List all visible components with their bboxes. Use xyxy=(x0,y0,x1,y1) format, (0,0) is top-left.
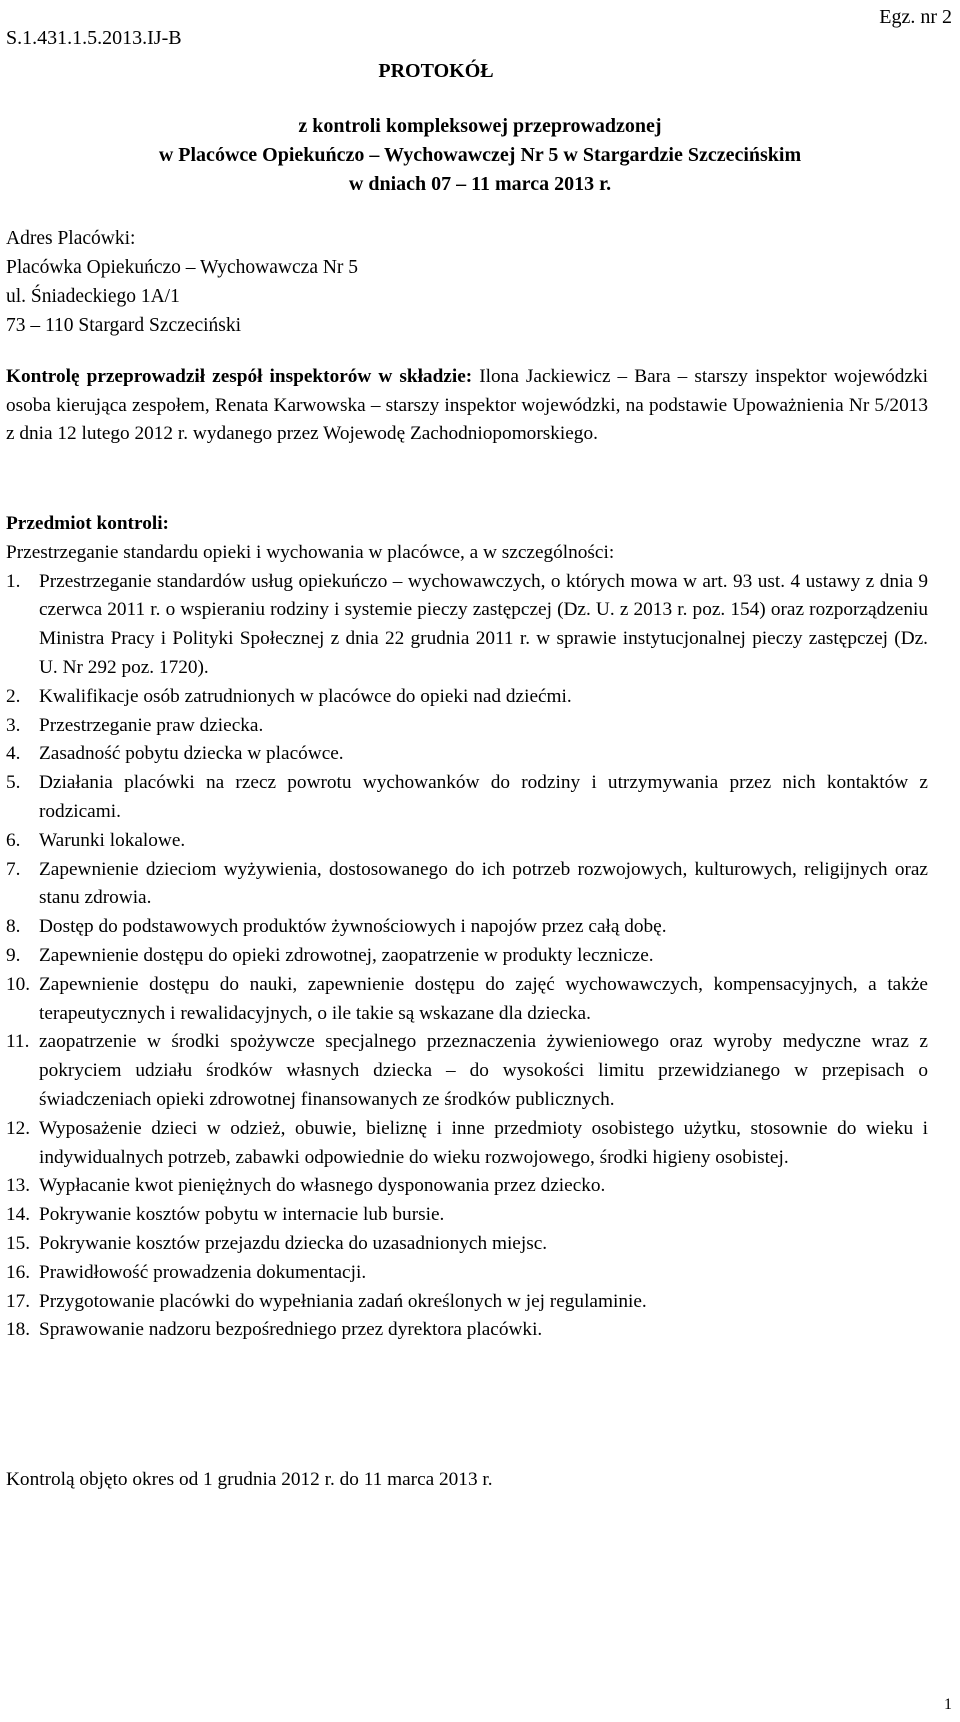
list-item-text: Zapewnienie dostępu do nauki, zapewnienie dostępu do zajęć wychowawczych, kompensacyjnych, a także terapeutycznych i rewalidacyjnych, o ile takie są wskazane dla dziecka. xyxy=(39,973,928,1024)
list-item xyxy=(6,712,928,741)
inspection-period: Kontrolą objęto okres od 1 grudnia 2012 r. do 11 marca 2013 r. xyxy=(6,1469,493,1490)
address-label: Adres Placówki: xyxy=(6,228,136,249)
list-item xyxy=(6,683,928,712)
list-item-number: 14. xyxy=(6,1204,31,1226)
list-item-text: Zapewnienie dostępu do opieki zdrowotnej, zaopatrzenie w produkty lecznicze. xyxy=(39,944,654,966)
list-item xyxy=(6,913,928,942)
list-item-number: 1. xyxy=(6,570,21,592)
subject-intro: Przestrzeganie standardu opieki i wychowania w placówce, a w szczególności: xyxy=(6,541,615,563)
list-item-number: 18. xyxy=(6,1319,31,1341)
list-item-number: 3. xyxy=(6,714,21,736)
list-item-number: 7. xyxy=(6,858,21,880)
page-number: 1 xyxy=(944,1696,952,1713)
subject-list xyxy=(6,568,928,1346)
list-item xyxy=(6,568,928,683)
address-line: 73 – 110 Stargard Szczeciński xyxy=(6,315,242,336)
list-item-number: 5. xyxy=(6,772,21,794)
list-item xyxy=(6,1288,928,1317)
list-item xyxy=(6,1201,928,1230)
address-section xyxy=(6,224,928,340)
list-item xyxy=(6,740,928,769)
team-label: Kontrolę przeprowadził zespół inspektorów w składzie: xyxy=(6,366,473,387)
list-item xyxy=(6,971,928,1029)
list-item-number: 13. xyxy=(6,1175,31,1197)
document-reference-number: S.1.431.1.5.2013.IJ-B xyxy=(6,27,182,49)
list-item-text: Warunki lokalowe. xyxy=(39,829,186,851)
list-item-text: Prawidłowość prowadzenia dokumentacji. xyxy=(39,1261,367,1283)
list-item-text: Kwalifikacje osób zatrudnionych w placówce do opieki nad dziećmi. xyxy=(39,685,572,707)
list-item-number: 17. xyxy=(6,1290,31,1312)
list-item-text: Sprawowanie nadzoru bezpośredniego przez dyrektora placówki. xyxy=(39,1319,543,1341)
list-item-text: Przestrzeganie praw dziecka. xyxy=(39,714,264,736)
inspection-subject-section xyxy=(6,510,928,1345)
list-item xyxy=(6,769,928,827)
list-item-number: 6. xyxy=(6,829,21,851)
list-item xyxy=(6,942,928,971)
list-item xyxy=(6,1172,928,1201)
inspection-team-section xyxy=(6,363,928,449)
list-item-text: Działania placówki na rzecz powrotu wychowanków do rodziny i utrzymywania przez nich kontaktów z rodzicami. xyxy=(39,772,928,822)
list-item-number: 4. xyxy=(6,743,21,765)
list-item xyxy=(6,856,928,914)
address-line: Placówka Opiekuńczo – Wychowawcza Nr 5 xyxy=(6,257,359,278)
list-item xyxy=(6,1316,928,1345)
team-text: Ilona Jackiewicz – Bara – starszy inspektor wojewódzki osoba kierująca zespołem, Renata Karwowska – starszy inspektor wojewódzki, na podstawie Upoważnienia Nr 5/2013 z dnia 12 lutego 2012 r. wydanego przez Wojewodę Zachodniopomorskiego. xyxy=(6,366,929,444)
list-item-text: Wyposażenie dzieci w odzież, obuwie, bieliznę i inne przedmioty osobistego użytku, stosownie do wieku i indywidualnych potrzeb, zabawki odpowiednie do wieku rozwojowego, środki higieny osobistej. xyxy=(39,1117,928,1168)
list-item-text: zaopatrzenie w środki spożywcze specjalnego przeznaczenia żywieniowego oraz wyroby medyczne wraz z pokryciem udziału środków własnych dziecka – do wysokości limitu przewidzianego w przepisach o świadczeniach opieki zdrowotnej finansowanych ze środków publicznych. xyxy=(39,1031,928,1110)
list-item-number: 10. xyxy=(6,973,31,995)
address-line: ul. Śniadeckiego 1A/1 xyxy=(6,286,180,307)
list-item-number: 12. xyxy=(6,1117,31,1139)
list-item-text: Pokrywanie kosztów pobytu w internacie lub bursie. xyxy=(39,1204,445,1226)
list-item-text: Przestrzeganie standardów usług opiekuńczo – wychowawczych, o których mowa w art. 93 ust. 4 ustawy z dnia 9 czerwca 2011 r. o wspieraniu rodziny i systemie pieczy zastępczej (Dz. U. z 2013 r. poz. 154) oraz rozporządzeniu Ministra Pracy i Polityki Społecznej z dnia 22 grudnia 2011 r. w sprawie instytucjonalnej pieczy zastępczej (Dz. U. Nr 292 poz. 1720). xyxy=(39,570,928,678)
subtitle-line: w Placówce Opiekuńczo – Wychowawczej Nr 5 w Stargardzie Szczecińskim xyxy=(158,144,802,166)
list-item-text: Wypłacanie kwot pieniężnych do własnego dysponowania przez dziecko. xyxy=(39,1175,606,1197)
subtitle-line: w dniach 07 – 11 marca 2013 r. xyxy=(348,173,612,195)
list-item-number: 8. xyxy=(6,916,21,938)
list-item-text: Zapewnienie dzieciom wyżywienia, dostosowanego do ich potrzeb rozwojowych, kulturowych, religijnych oraz stanu zdrowia. xyxy=(39,858,928,909)
list-item-number: 2. xyxy=(6,685,21,707)
subject-label: Przedmiot kontroli: xyxy=(6,513,169,534)
list-item-text: Dostęp do podstawowych produktów żywnościowych i napojów przez całą dobę. xyxy=(39,916,667,938)
document-subtitle xyxy=(0,112,960,199)
list-item xyxy=(6,1230,928,1259)
list-item-number: 11. xyxy=(6,1031,30,1053)
list-item-text: Zasadność pobytu dziecka w placówce. xyxy=(39,743,344,765)
list-item-text: Pokrywanie kosztów przejazdu dziecka do uzasadnionych miejsc. xyxy=(39,1232,548,1254)
list-item-number: 15. xyxy=(6,1232,31,1254)
list-item-number: 9. xyxy=(6,944,21,966)
list-item-number: 16. xyxy=(6,1261,31,1283)
subtitle-line: z kontroli kompleksowej przeprowadzonej xyxy=(298,115,662,137)
document-title xyxy=(0,57,960,86)
list-item xyxy=(6,1115,928,1173)
list-item-text: Przygotowanie placówki do wypełniania zadań określonych w jej regulaminie. xyxy=(39,1290,647,1312)
list-item xyxy=(6,1028,928,1114)
list-item xyxy=(6,827,928,856)
document-title-text: PROTOKÓŁ xyxy=(378,60,494,82)
list-item xyxy=(6,1259,928,1288)
copy-number: Egz. nr 2 xyxy=(879,6,952,28)
